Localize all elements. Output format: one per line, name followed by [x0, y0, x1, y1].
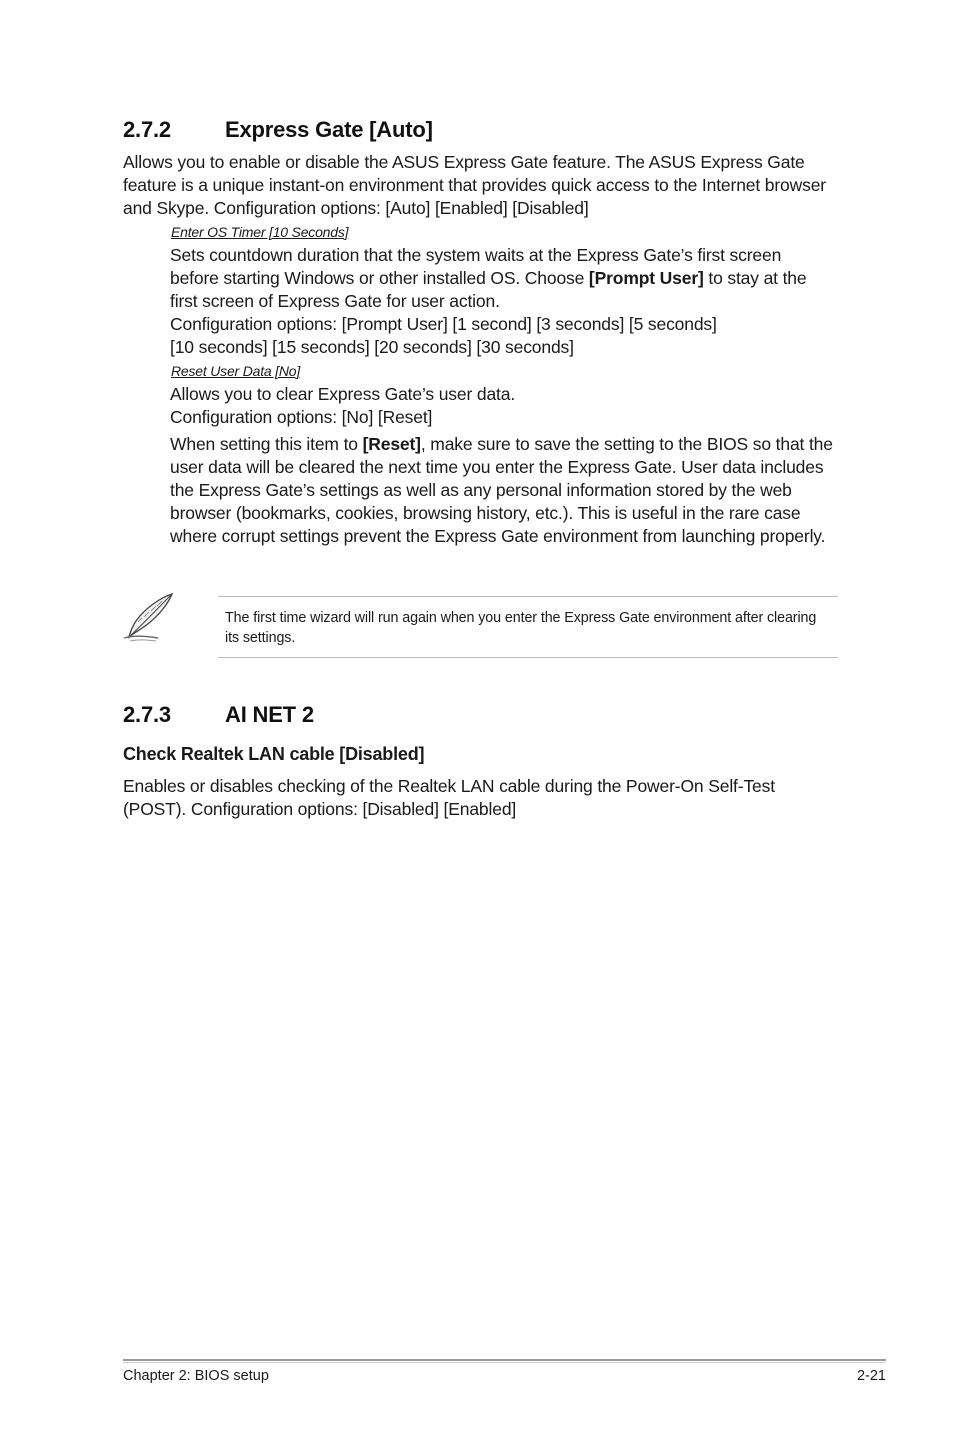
check-lan-cable-description: Enables or disables checking of the Realtek LAN cable during the Power-On Self-Test (POST). Configuration options: [Disabled] [Enabled] — [123, 776, 775, 819]
os-timer-description: Sets countdown duration that the system waits at the Express Gate’s first screen before starting Windows or other installed OS. Choose [Prompt User] to stay at the first screen of Express Gate for user action. — [170, 245, 807, 311]
os-timer-subheading: Enter OS Timer [10 Seconds] — [171, 224, 349, 240]
footer-rule — [123, 1359, 886, 1361]
section-title: Express Gate [Auto] — [225, 117, 433, 142]
reset-user-data-subheading: Reset User Data [No] — [171, 363, 301, 379]
reset-user-data-detail: When setting this item to [Reset], make sure to save the setting to the BIOS so that the user data will be cleared the next time you enter the Express Gate. User data includes the Express Gate’s settings as well as any personal information stored by the web browser (bookmarks, cookies, browsing history, etc.). This is useful in the rare case where corrupt settings prevent the Express Gate environment from launching properly. — [170, 434, 833, 546]
express-gate-intro: Allows you to enable or disable the ASUS Express Gate feature. The ASUS Express Gate feature is a unique instant-on environment that provides quick access to the Internet browser and Skype. Configuration options: [Auto] [Enabled] [Disabled] — [123, 152, 826, 218]
reset-option: [Reset] — [362, 434, 421, 454]
section-title: AI NET 2 — [225, 702, 314, 727]
footer-page-number: 2-21 — [856, 1368, 886, 1384]
footer-chapter: Chapter 2: BIOS setup — [123, 1368, 269, 1384]
footer-rule-shadow — [123, 1362, 886, 1363]
note-box — [218, 596, 838, 658]
os-timer-options: Configuration options: [Prompt User] [1 second] [3 seconds] [5 seconds] [10 seconds] [15 seconds] [20 seconds] [30 seconds] — [170, 314, 717, 357]
feather-pen-icon — [122, 591, 176, 643]
section-heading-express-gate — [123, 117, 433, 143]
section-number: 2.7.2 — [123, 117, 171, 142]
section-number: 2.7.3 — [123, 702, 171, 727]
prompt-user-option: [Prompt User] — [588, 268, 704, 288]
section-heading-ai-net-2 — [123, 702, 314, 728]
note-text: The first time wizard will run again when you enter the Express Gate environment after clearing its settings. — [225, 610, 817, 646]
check-lan-cable-heading: Check Realtek LAN cable [Disabled] — [123, 744, 425, 764]
reset-user-data-description: Allows you to clear Express Gate’s user data. Configuration options: [No] [Reset] — [170, 384, 516, 427]
